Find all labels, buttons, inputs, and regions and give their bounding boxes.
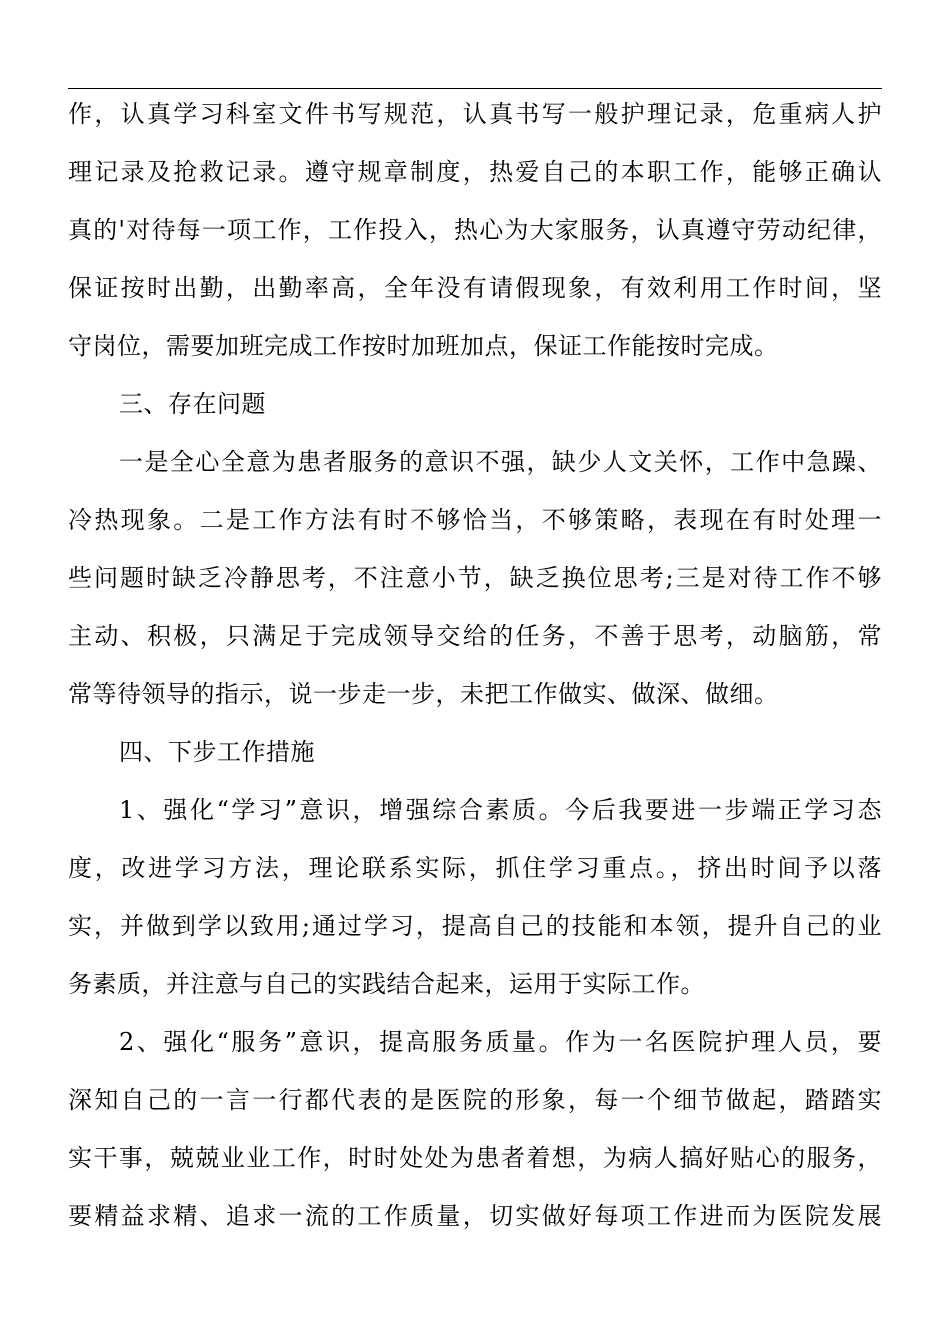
text-line: 务素质，并注意与自己的实践结合起来，运用于实际工作。 [68, 970, 705, 998]
text-line: 实，并做到学以致用;通过学习，提高自己的技能和本领，提升自己的业 [68, 912, 882, 940]
text-line: 常等待领导的指示，说一步走一步，未把工作做实、做深、做细。 [68, 680, 779, 708]
text-line: 度，改进学习方法，理论联系实际，抓住学习重点。，挤出时间予以落 [68, 854, 882, 882]
text-line: 作，认真学习科室文件书写规范，认真书写一般护理记录，危重病人护 [68, 100, 882, 128]
text-line: 实干事，兢兢业业工作，时时处处为患者着想，为病人搞好贴心的服务， [68, 1144, 882, 1172]
header-rule [68, 88, 882, 89]
text-line: 真的'对待每一项工作，工作投入，热心为大家服务，认真遵守劳动纪律， [68, 216, 882, 244]
text-line: 主动、积极，只满足于完成领导交给的任务，不善于思考，动脑筋，常 [68, 622, 882, 650]
paragraph-first-line: 1、强化“学习”意识，增强综合素质。今后我要进一步端正学习态 [119, 796, 882, 824]
text-line: 要精益求精、追求一流的工作质量，切实做好每项工作进而为医院发展 [68, 1202, 882, 1230]
text-line: 理记录及抢救记录。遵守规章制度，热爱自己的本职工作，能够正确认 [68, 158, 882, 186]
section-heading: 三、存在问题 [119, 390, 266, 418]
paragraph-first-line: 2、强化“服务”意识，提高服务质量。作为一名医院护理人员，要 [119, 1028, 882, 1056]
section-heading: 四、下步工作措施 [119, 738, 315, 766]
text-line: 守岗位，需要加班完成工作按时加班加点，保证工作能按时完成。 [68, 332, 779, 360]
text-line: 保证按时出勤，出勤率高，全年没有请假现象，有效利用工作时间，坚 [68, 274, 882, 302]
text-line: 深知自己的一言一行都代表的是医院的形象，每一个细节做起，踏踏实 [68, 1086, 882, 1114]
text-line: 冷热现象。二是工作方法有时不够恰当，不够策略，表现在有时处理一 [68, 506, 882, 534]
text-line: 些问题时缺乏冷静思考，不注意小节，缺乏换位思考;三是对待工作不够 [68, 564, 882, 592]
paragraph-first-line: 一是全心全意为患者服务的意识不强，缺少人文关怀，工作中急躁、 [119, 448, 882, 476]
